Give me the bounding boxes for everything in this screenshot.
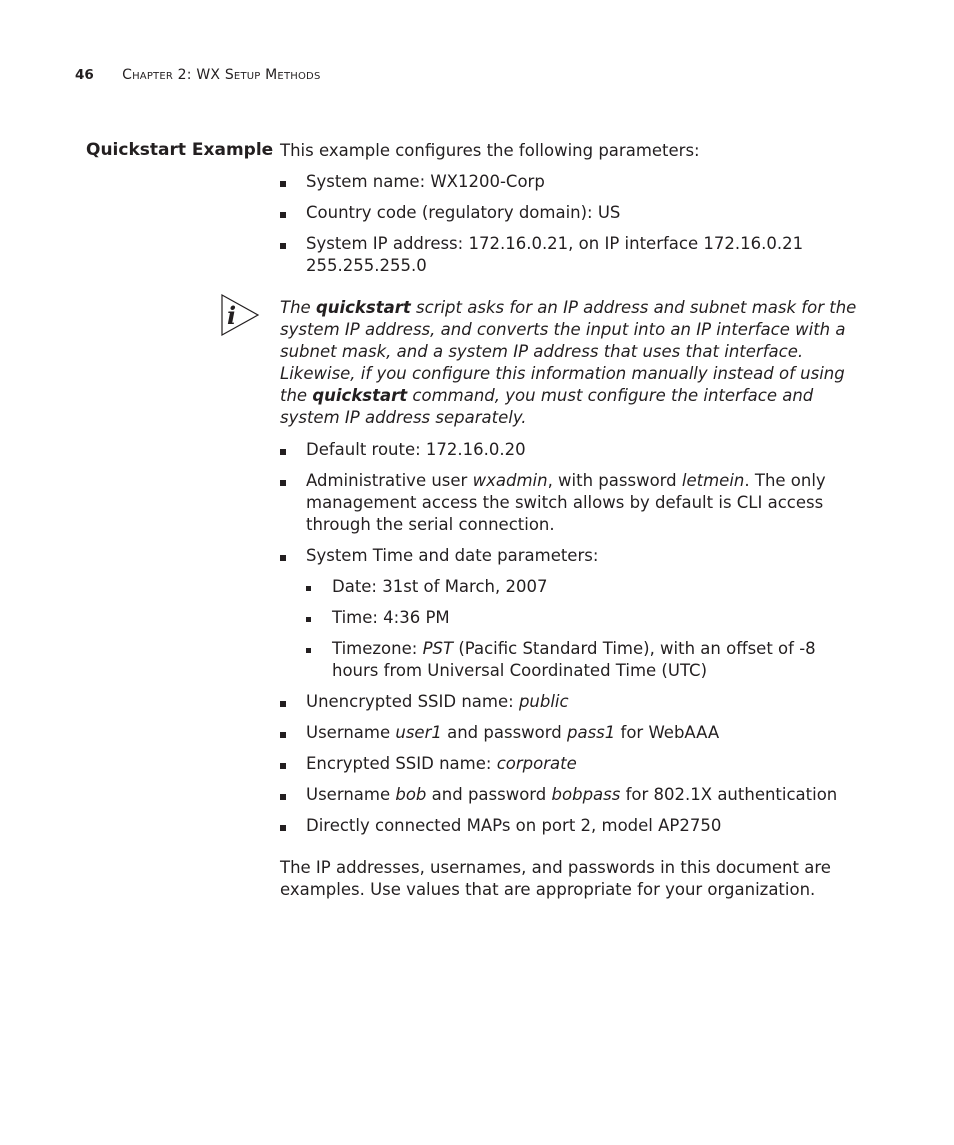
time-sublist	[306, 576, 860, 682]
list-item: System IP address: 172.16.0.21, on IP interface 172.16.0.21 255.255.255.0	[280, 233, 860, 277]
list-item: Username user1 and password pass1 for WebAAA	[280, 722, 860, 744]
page-header	[75, 67, 321, 83]
svg-text:i: i	[227, 301, 237, 330]
quickstart-command: quickstart	[315, 298, 411, 317]
sublist-item: Timezone: PST (Pacific Standard Time), with an offset of -8 hours from Universal Coordinated Time (UTC)	[306, 638, 860, 682]
info-icon	[220, 293, 260, 337]
list-item: Unencrypted SSID name: public	[280, 691, 860, 713]
closing-paragraph: The IP addresses, usernames, and passwords in this document are examples. Use values that are appropriate for your organization.	[280, 858, 831, 899]
info-note	[227, 297, 860, 429]
main-content	[227, 140, 860, 901]
note-text: The quickstart script asks for an IP address and subnet mask for the system IP address, and converts the input into an IP interface with a subnet mask, and a system IP address that uses that interface. Likewise, if you configure this information manually instead of using the quickstart command, you must configure the interface and system IP address separately.	[280, 298, 857, 427]
list-item: System Time and date parameters: Date: 31st of March, 2007 Time: 4:36 PM Timezone: PST (Pacific Standard Time), with an offset of -8 hours from Universal Coordinated Time (UTC)	[280, 545, 860, 682]
list-item: Directly connected MAPs on port 2, model AP2750	[280, 815, 860, 837]
list-item: Country code (regulatory domain): US	[280, 202, 860, 224]
quickstart-command: quickstart	[312, 386, 408, 405]
list-item: Username bob and password bobpass for 802.1X authentication	[280, 784, 860, 806]
list-item: Administrative user wxadmin, with password letmein. The only management access the switch allows by default is CLI access through the serial connection.	[280, 470, 860, 536]
sublist-item: Date: 31st of March, 2007	[306, 576, 860, 598]
chapter-title: Chapter 2: WX Setup Methods	[122, 67, 321, 83]
parameter-list-1	[280, 171, 860, 277]
list-item: Default route: 172.16.0.20	[280, 439, 860, 461]
section-title: Quickstart Example	[86, 140, 274, 160]
list-item: Encrypted SSID name: corporate	[280, 753, 860, 775]
sublist-item: Time: 4:36 PM	[306, 607, 860, 629]
parameter-list-2	[280, 439, 860, 837]
intro-text: This example configures the following parameters:	[280, 141, 700, 160]
list-item: System name: WX1200-Corp	[280, 171, 860, 193]
page-number: 46	[75, 67, 94, 83]
